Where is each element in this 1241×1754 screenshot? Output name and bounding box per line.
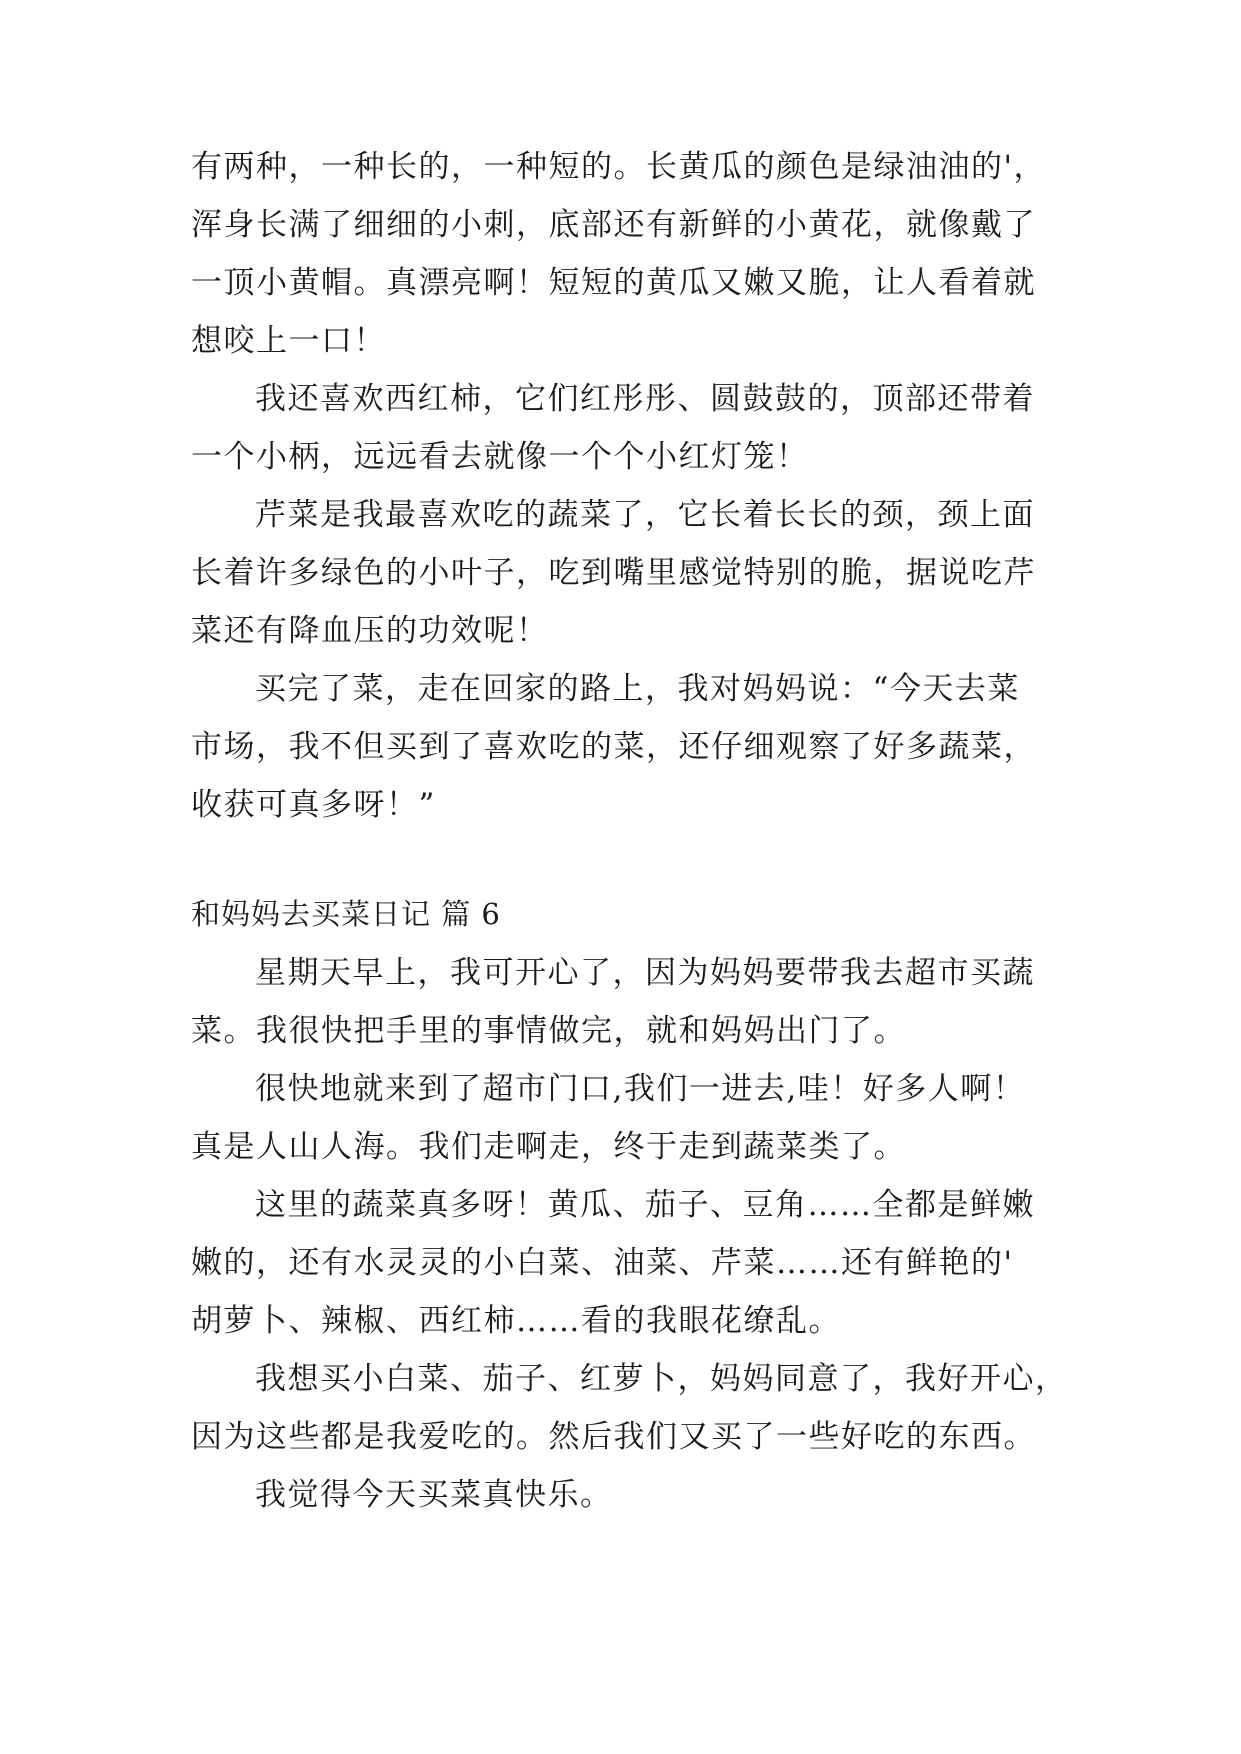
paragraph-line: 菜还有降血压的功效呢！	[191, 613, 549, 649]
paragraph-line: 有两种，一种长的，一种短的。长黄瓜的颜色是绿油油的'，	[191, 149, 1047, 185]
paragraph-line: 嫩的，还有水灵灵的小白菜、油菜、芹菜……还有鲜艳的'	[191, 1245, 1014, 1281]
paragraph-line: 胡萝卜、辣椒、西红柿……看的我眼花缭乱。	[191, 1303, 841, 1339]
paragraph-line: 真是人山人海。我们走啊走，终于走到蔬菜类了。	[191, 1129, 906, 1165]
section-heading: 和妈妈去买菜日记 篇 6	[191, 897, 501, 931]
paragraph-line: 长着许多绿色的小叶子，吃到嘴里感觉特别的脆，据说吃芹	[191, 555, 1036, 591]
paragraph-line: 一个小柄，远远看去就像一个个小红灯笼！	[191, 439, 809, 475]
paragraph-line: 我想买小白菜、茄子、红萝卜，妈妈同意了，我好开心，	[255, 1361, 1068, 1397]
paragraph-line: 因为这些都是我爱吃的。然后我们又买了一些好吃的东西。	[191, 1419, 1036, 1455]
paragraph-line: 星期天早上，我可开心了，因为妈妈要带我去超市买蔬	[255, 955, 1035, 991]
paragraph-line: 想咬上一口！	[191, 323, 386, 359]
paragraph-line: 市场，我不但买到了喜欢吃的菜，还仔细观察了好多蔬菜，	[191, 729, 1036, 765]
paragraph-line: 芹菜是我最喜欢吃的蔬菜了，它长着长长的颈，颈上面	[255, 497, 1035, 533]
paragraph-line: 菜。我很快把手里的事情做完，就和妈妈出门了。	[191, 1013, 906, 1049]
paragraph-line: 我觉得今天买菜真快乐。	[255, 1477, 613, 1513]
paragraph-line: 浑身长满了细细的小刺，底部还有新鲜的小黄花，就像戴了	[191, 207, 1036, 243]
paragraph-line: 这里的蔬菜真多呀！黄瓜、茄子、豆角……全都是鲜嫩	[255, 1187, 1035, 1223]
paragraph-line: 买完了菜，走在回家的路上，我对妈妈说：“今天去菜	[255, 671, 1020, 707]
paragraph-line: 收获可真多呀！”	[191, 787, 436, 823]
paragraph-line: 一顶小黄帽。真漂亮啊！短短的黄瓜又嫩又脆，让人看着就	[191, 265, 1036, 301]
paragraph-line: 我还喜欢西红柿，它们红彤彤、圆鼓鼓的，顶部还带着	[255, 381, 1035, 417]
paragraph-line: 很快地就来到了超市门口,我们一进去,哇！好多人啊！	[255, 1071, 1026, 1107]
